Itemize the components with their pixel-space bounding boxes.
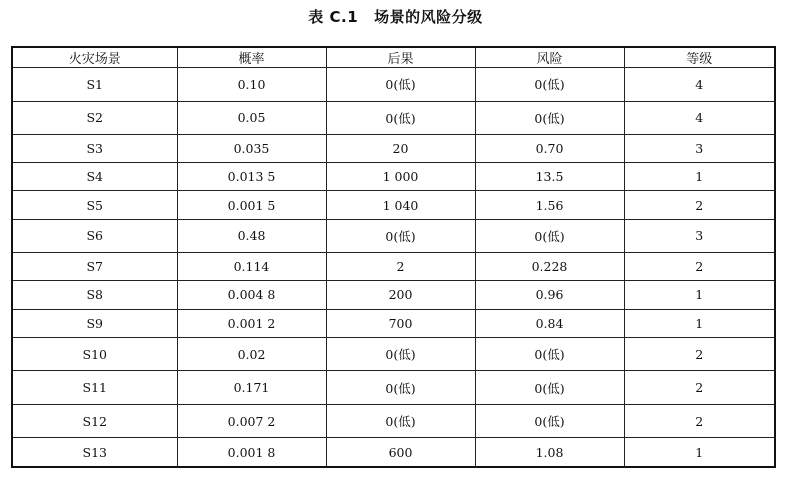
header-risk: 风险 [475, 47, 624, 68]
table-row [12, 135, 775, 163]
table-row [12, 219, 775, 253]
table-row [12, 404, 775, 438]
cell-grade: 2 [624, 404, 775, 438]
cell-grade: 1 [624, 281, 775, 309]
cell-grade: 1 [624, 438, 775, 467]
table-row [12, 253, 775, 281]
cell-consequence: 1 000 [326, 163, 475, 191]
cell-consequence: 0(低) [326, 404, 475, 438]
cell-probability: 0.001 2 [177, 309, 326, 337]
cell-grade: 2 [624, 191, 775, 219]
cell-risk: 0(低) [475, 68, 624, 102]
cell-grade: 1 [624, 163, 775, 191]
header-fire-scenario: 火灾场景 [12, 47, 177, 68]
cell-consequence: 700 [326, 309, 475, 337]
cell-risk: 0.84 [475, 309, 624, 337]
cell-probability: 0.48 [177, 219, 326, 253]
cell-consequence: 2 [326, 253, 475, 281]
cell-risk: 0.70 [475, 135, 624, 163]
table-row [12, 309, 775, 337]
cell-risk: 0(低) [475, 371, 624, 405]
cell-probability: 0.10 [177, 68, 326, 102]
cell-risk: 13.5 [475, 163, 624, 191]
table-row [12, 438, 775, 467]
cell-grade: 4 [624, 101, 775, 135]
table-row [12, 101, 775, 135]
cell-consequence: 200 [326, 281, 475, 309]
cell-consequence: 0(低) [326, 219, 475, 253]
cell-scenario: S8 [12, 281, 177, 309]
table-title [0, 6, 791, 27]
table-row [12, 371, 775, 405]
cell-risk: 1.08 [475, 438, 624, 467]
cell-risk: 0(低) [475, 101, 624, 135]
cell-grade: 3 [624, 219, 775, 253]
cell-grade: 2 [624, 253, 775, 281]
cell-probability: 0.007 2 [177, 404, 326, 438]
cell-scenario: S12 [12, 404, 177, 438]
cell-scenario: S3 [12, 135, 177, 163]
table-row [12, 68, 775, 102]
cell-scenario: S11 [12, 371, 177, 405]
table-number: 表 C.1 [308, 8, 359, 26]
cell-scenario: S5 [12, 191, 177, 219]
cell-risk: 0(低) [475, 337, 624, 371]
cell-risk: 0.228 [475, 253, 624, 281]
cell-grade: 3 [624, 135, 775, 163]
cell-probability: 0.171 [177, 371, 326, 405]
cell-probability: 0.004 8 [177, 281, 326, 309]
header-grade: 等级 [624, 47, 775, 68]
table-row [12, 281, 775, 309]
table-row [12, 191, 775, 219]
cell-consequence: 0(低) [326, 371, 475, 405]
cell-scenario: S13 [12, 438, 177, 467]
cell-scenario: S6 [12, 219, 177, 253]
cell-risk: 1.56 [475, 191, 624, 219]
cell-scenario: S7 [12, 253, 177, 281]
risk-table [11, 46, 776, 468]
cell-consequence: 0(低) [326, 101, 475, 135]
cell-scenario: S4 [12, 163, 177, 191]
cell-consequence: 600 [326, 438, 475, 467]
cell-scenario: S2 [12, 101, 177, 135]
cell-grade: 2 [624, 371, 775, 405]
header-probability: 概率 [177, 47, 326, 68]
cell-grade: 2 [624, 337, 775, 371]
cell-consequence: 20 [326, 135, 475, 163]
cell-consequence: 0(低) [326, 337, 475, 371]
header-consequence: 后果 [326, 47, 475, 68]
cell-consequence: 0(低) [326, 68, 475, 102]
cell-probability: 0.013 5 [177, 163, 326, 191]
cell-risk: 0(低) [475, 219, 624, 253]
cell-probability: 0.114 [177, 253, 326, 281]
cell-probability: 0.001 8 [177, 438, 326, 467]
cell-probability: 0.001 5 [177, 191, 326, 219]
table-caption: 场景的风险分级 [374, 8, 483, 26]
cell-scenario: S10 [12, 337, 177, 371]
cell-scenario: S1 [12, 68, 177, 102]
cell-probability: 0.035 [177, 135, 326, 163]
cell-risk: 0(低) [475, 404, 624, 438]
cell-grade: 4 [624, 68, 775, 102]
table-row [12, 163, 775, 191]
table-row [12, 337, 775, 371]
cell-probability: 0.02 [177, 337, 326, 371]
cell-consequence: 1 040 [326, 191, 475, 219]
cell-probability: 0.05 [177, 101, 326, 135]
cell-scenario: S9 [12, 309, 177, 337]
table-header-row [12, 47, 775, 68]
cell-risk: 0.96 [475, 281, 624, 309]
table-body [12, 68, 775, 468]
cell-grade: 1 [624, 309, 775, 337]
